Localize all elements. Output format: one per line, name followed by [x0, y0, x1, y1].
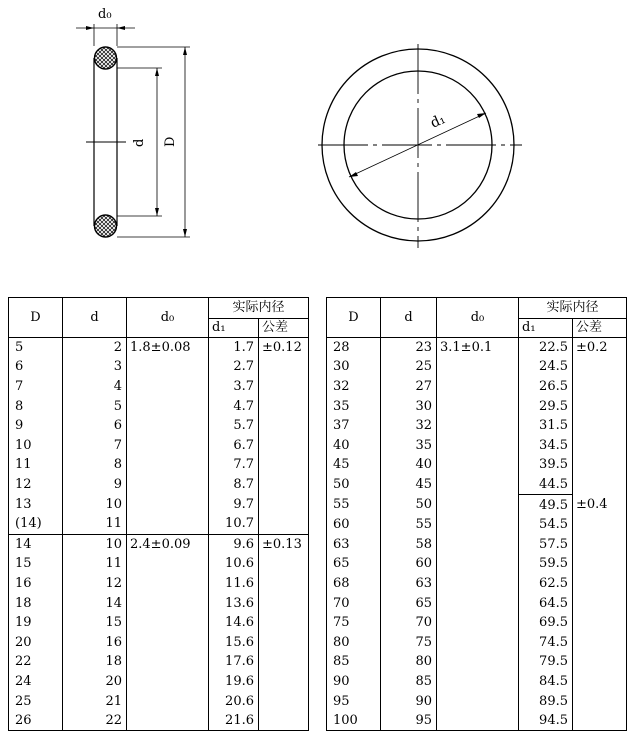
- cross-section-top: [95, 47, 117, 69]
- cell-tol: [573, 554, 627, 574]
- table-row: [9, 633, 309, 653]
- header-d1: d₁: [209, 318, 259, 337]
- cell-d0: [127, 574, 209, 594]
- cell-D: 16: [9, 574, 63, 594]
- cell-D: 30: [327, 357, 381, 377]
- cell-d1: 6.7: [209, 436, 259, 456]
- header-d0: d₀: [127, 298, 209, 338]
- cell-d1: 74.5: [519, 633, 573, 653]
- cell-d: 16: [63, 633, 127, 653]
- cell-D: 90: [327, 672, 381, 692]
- cell-d: 22: [63, 711, 127, 731]
- cell-tol: [259, 416, 309, 436]
- cell-d1: 84.5: [519, 672, 573, 692]
- cell-d0: [437, 495, 519, 515]
- cell-tol: [573, 593, 627, 613]
- cell-D: 85: [327, 652, 381, 672]
- cell-D: 35: [327, 396, 381, 416]
- cell-d0: [437, 711, 519, 731]
- table-row: [327, 455, 627, 475]
- cell-d1: 44.5: [519, 475, 573, 495]
- cell-d1: 11.6: [209, 574, 259, 594]
- cell-d: 21: [63, 691, 127, 711]
- cell-d0: [127, 455, 209, 475]
- cell-D: 37: [327, 416, 381, 436]
- cell-d1: 13.6: [209, 593, 259, 613]
- cell-d: 7: [63, 436, 127, 456]
- cell-d1: 49.5: [519, 495, 573, 515]
- cell-d: 95: [381, 711, 437, 731]
- cell-d: 10: [63, 534, 127, 554]
- cell-tol: [259, 652, 309, 672]
- table-row: [327, 475, 627, 495]
- cell-tol: [573, 436, 627, 456]
- cell-d1: 9.7: [209, 494, 259, 514]
- d0-label: d₀: [98, 7, 112, 22]
- header-tolerance: 公差: [259, 318, 309, 337]
- cell-D: 7: [9, 377, 63, 397]
- cell-d0: [437, 633, 519, 653]
- cell-d1: 4.7: [209, 396, 259, 416]
- cell-d: 23: [381, 337, 437, 357]
- cell-D: 45: [327, 455, 381, 475]
- table-row: [327, 377, 627, 397]
- cell-tol: [573, 711, 627, 731]
- cell-d0: [127, 633, 209, 653]
- cell-d: 9: [63, 475, 127, 495]
- cell-d1: 1.7: [209, 337, 259, 357]
- cell-d0: [127, 672, 209, 692]
- cell-D: 5: [9, 337, 63, 357]
- front-view: [318, 44, 522, 248]
- cell-tol: [259, 691, 309, 711]
- cell-d0: 2.4±0.09: [127, 534, 209, 554]
- cell-d0: [437, 436, 519, 456]
- cell-D: 63: [327, 535, 381, 555]
- cell-d0: [437, 396, 519, 416]
- cell-d1: 31.5: [519, 416, 573, 436]
- cell-d0: [127, 613, 209, 633]
- table-row: [327, 593, 627, 613]
- cell-d0: [437, 672, 519, 692]
- cell-d1: 10.7: [209, 514, 259, 534]
- cell-D: 70: [327, 593, 381, 613]
- cell-tol: [259, 593, 309, 613]
- cell-d1: 2.7: [209, 357, 259, 377]
- cell-d: 80: [381, 652, 437, 672]
- cell-d1: 8.7: [209, 475, 259, 495]
- cell-D: 40: [327, 436, 381, 456]
- header-tolerance: 公差: [573, 318, 627, 337]
- cell-d: 45: [381, 475, 437, 495]
- cell-D: 8: [9, 396, 63, 416]
- cell-d0: [127, 593, 209, 613]
- cell-tol: ±0.12: [259, 337, 309, 357]
- cell-D: 18: [9, 593, 63, 613]
- cell-d: 5: [63, 396, 127, 416]
- cell-d1: 39.5: [519, 455, 573, 475]
- cell-d: 75: [381, 633, 437, 653]
- cell-d: 4: [63, 377, 127, 397]
- cell-d1: 79.5: [519, 652, 573, 672]
- table-row: [9, 593, 309, 613]
- cross-section-bottom: [95, 215, 117, 237]
- cell-tol: ±0.13: [259, 534, 309, 554]
- cell-d: 85: [381, 672, 437, 692]
- table-row: [9, 554, 309, 574]
- table-row: [9, 494, 309, 514]
- cell-D: 14: [9, 534, 63, 554]
- table-row: [9, 475, 309, 495]
- table-row: [327, 613, 627, 633]
- cell-d0: [437, 535, 519, 555]
- cell-d: 11: [63, 514, 127, 534]
- cell-d0: [127, 494, 209, 514]
- table-row: [327, 554, 627, 574]
- cell-tol: [259, 436, 309, 456]
- cell-d: 12: [63, 574, 127, 594]
- cell-d0: [127, 514, 209, 534]
- cell-D: 75: [327, 613, 381, 633]
- cell-D: 55: [327, 495, 381, 515]
- cell-D: 80: [327, 633, 381, 653]
- cell-D: 95: [327, 691, 381, 711]
- header-d1: d₁: [519, 318, 573, 337]
- cell-d: 58: [381, 535, 437, 555]
- section-view: [76, 24, 190, 237]
- table-row: [9, 416, 309, 436]
- cell-D: 11: [9, 455, 63, 475]
- cell-tol: [259, 514, 309, 534]
- header-actual-inner-diameter: 实际内径: [209, 298, 309, 319]
- cell-d: 6: [63, 416, 127, 436]
- table-row: [327, 515, 627, 535]
- table-row: [9, 377, 309, 397]
- cell-d: 65: [381, 593, 437, 613]
- cell-tol: [573, 652, 627, 672]
- cell-tol: [259, 633, 309, 653]
- cell-tol: [259, 475, 309, 495]
- cell-d1: 24.5: [519, 357, 573, 377]
- cell-D: (14): [9, 514, 63, 534]
- cell-d1: 26.5: [519, 377, 573, 397]
- cell-d0: [127, 416, 209, 436]
- cell-D: 100: [327, 711, 381, 731]
- cell-d1: 94.5: [519, 711, 573, 731]
- cell-d1: 3.7: [209, 377, 259, 397]
- table-row: [327, 672, 627, 692]
- header-d: d: [63, 298, 127, 338]
- cell-d1: 29.5: [519, 396, 573, 416]
- cell-d1: 10.6: [209, 554, 259, 574]
- cell-d: 50: [381, 495, 437, 515]
- table-row: [9, 455, 309, 475]
- cell-d: 10: [63, 494, 127, 514]
- cell-D: 12: [9, 475, 63, 495]
- size-table-right: [326, 297, 627, 731]
- cell-d: 30: [381, 396, 437, 416]
- cell-tol: [573, 535, 627, 555]
- header-D: D: [9, 298, 63, 338]
- cell-d1: 5.7: [209, 416, 259, 436]
- cell-d0: [437, 475, 519, 495]
- table-row: [9, 357, 309, 377]
- cell-d1: 17.6: [209, 652, 259, 672]
- cell-D: 6: [9, 357, 63, 377]
- cell-d: 15: [63, 613, 127, 633]
- cell-tol: [573, 672, 627, 692]
- cell-d: 40: [381, 455, 437, 475]
- cell-D: 68: [327, 574, 381, 594]
- cell-tol: ±0.4: [573, 495, 627, 515]
- cell-d0: [127, 554, 209, 574]
- cell-d: 11: [63, 554, 127, 574]
- cell-tol: [573, 691, 627, 711]
- cell-D: 13: [9, 494, 63, 514]
- table-row: [327, 396, 627, 416]
- cell-d0: [437, 554, 519, 574]
- cell-d: 70: [381, 613, 437, 633]
- cell-tol: [259, 377, 309, 397]
- cell-d1: 14.6: [209, 613, 259, 633]
- cell-tol: [573, 633, 627, 653]
- table-row: [327, 652, 627, 672]
- table-row: [327, 416, 627, 436]
- cell-tol: [573, 416, 627, 436]
- cell-D: 10: [9, 436, 63, 456]
- cell-d1: 34.5: [519, 436, 573, 456]
- cell-d1: 89.5: [519, 691, 573, 711]
- cell-tol: [573, 574, 627, 594]
- table-row: [9, 691, 309, 711]
- table-row: [327, 436, 627, 456]
- cell-d: 35: [381, 436, 437, 456]
- table-row: [327, 711, 627, 731]
- cell-D: 32: [327, 377, 381, 397]
- cell-d0: [127, 691, 209, 711]
- cell-tol: [573, 396, 627, 416]
- cell-d: 63: [381, 574, 437, 594]
- cell-tol: [259, 494, 309, 514]
- cell-D: 19: [9, 613, 63, 633]
- cell-d0: [437, 357, 519, 377]
- cell-d0: 1.8±0.08: [127, 337, 209, 357]
- cell-D: 26: [9, 711, 63, 731]
- cell-D: 15: [9, 554, 63, 574]
- table-row: [327, 574, 627, 594]
- cell-D: 25: [9, 691, 63, 711]
- cell-tol: [573, 455, 627, 475]
- cell-tol: [259, 672, 309, 692]
- cell-d1: 64.5: [519, 593, 573, 613]
- cell-d: 3: [63, 357, 127, 377]
- table-row: [327, 337, 627, 357]
- d1-label: d₁: [428, 111, 448, 132]
- cell-d0: [437, 377, 519, 397]
- cell-tol: [259, 574, 309, 594]
- cell-d0: [127, 436, 209, 456]
- header-d: d: [381, 298, 437, 338]
- table-row: [9, 436, 309, 456]
- cell-tol: [259, 613, 309, 633]
- cell-tol: [259, 554, 309, 574]
- table-row: [327, 633, 627, 653]
- cell-tol: [573, 515, 627, 535]
- cell-d0: 3.1±0.1: [437, 337, 519, 357]
- cell-d0: [127, 396, 209, 416]
- cell-D: 22: [9, 652, 63, 672]
- cell-d1: 22.5: [519, 337, 573, 357]
- cell-d0: [437, 691, 519, 711]
- header-D: D: [327, 298, 381, 338]
- cell-d0: [127, 652, 209, 672]
- size-table-left: [8, 297, 309, 731]
- cell-d: 90: [381, 691, 437, 711]
- cell-tol: [259, 711, 309, 731]
- cell-D: 20: [9, 633, 63, 653]
- cell-d1: 21.6: [209, 711, 259, 731]
- cell-d: 2: [63, 337, 127, 357]
- table-row: [327, 495, 627, 515]
- cell-d0: [437, 593, 519, 613]
- cell-d0: [127, 357, 209, 377]
- cell-d0: [437, 574, 519, 594]
- D-label: D: [163, 136, 178, 147]
- cell-tol: [259, 357, 309, 377]
- cell-tol: [573, 357, 627, 377]
- table-row: [9, 534, 309, 554]
- cell-d1: 69.5: [519, 613, 573, 633]
- cell-d0: [127, 377, 209, 397]
- cell-d0: [437, 515, 519, 535]
- table-row: [9, 672, 309, 692]
- cell-d0: [127, 475, 209, 495]
- table-row: [9, 711, 309, 731]
- table-row: [9, 396, 309, 416]
- cell-tol: [259, 396, 309, 416]
- table-row: [9, 652, 309, 672]
- cell-tol: ±0.2: [573, 337, 627, 357]
- table-row: [327, 691, 627, 711]
- cell-tol: [573, 475, 627, 495]
- cell-D: 24: [9, 672, 63, 692]
- cell-d0: [437, 455, 519, 475]
- cell-d1: 59.5: [519, 554, 573, 574]
- cell-d1: 54.5: [519, 515, 573, 535]
- cell-d: 27: [381, 377, 437, 397]
- cell-D: 9: [9, 416, 63, 436]
- cell-d: 25: [381, 357, 437, 377]
- table-row: [327, 535, 627, 555]
- cell-d0: [437, 652, 519, 672]
- d-label: d: [132, 138, 147, 147]
- o-ring-drawing: [0, 0, 636, 292]
- cell-D: 60: [327, 515, 381, 535]
- cell-d0: [437, 613, 519, 633]
- cell-d1: 57.5: [519, 535, 573, 555]
- cell-d1: 62.5: [519, 574, 573, 594]
- cell-d: 18: [63, 652, 127, 672]
- cell-d1: 7.7: [209, 455, 259, 475]
- cell-d0: [437, 416, 519, 436]
- table-row: [327, 357, 627, 377]
- cell-tol: [259, 455, 309, 475]
- cell-tol: [573, 377, 627, 397]
- cell-d: 14: [63, 593, 127, 613]
- cell-D: 28: [327, 337, 381, 357]
- header-d0: d₀: [437, 298, 519, 338]
- cell-D: 65: [327, 554, 381, 574]
- cell-d1: 20.6: [209, 691, 259, 711]
- cell-d: 32: [381, 416, 437, 436]
- cell-D: 50: [327, 475, 381, 495]
- table-row: [9, 337, 309, 357]
- table-row: [9, 613, 309, 633]
- cell-d1: 19.6: [209, 672, 259, 692]
- cell-d1: 15.6: [209, 633, 259, 653]
- cell-d: 55: [381, 515, 437, 535]
- table-row: [9, 514, 309, 534]
- cell-tol: [573, 613, 627, 633]
- cell-d: 8: [63, 455, 127, 475]
- cell-d0: [127, 711, 209, 731]
- table-row: [9, 574, 309, 594]
- cell-d1: 9.6: [209, 534, 259, 554]
- header-actual-inner-diameter: 实际内径: [519, 298, 627, 319]
- cell-d: 20: [63, 672, 127, 692]
- cell-d: 60: [381, 554, 437, 574]
